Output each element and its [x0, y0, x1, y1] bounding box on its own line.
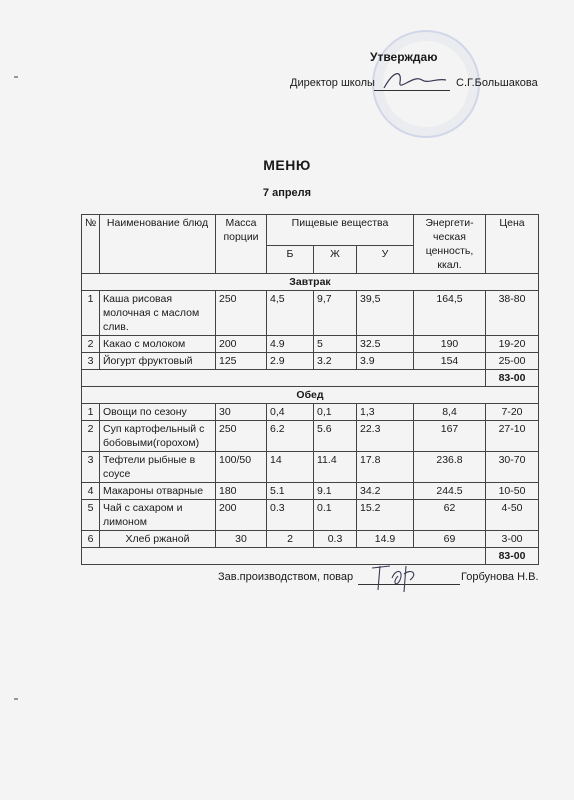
dish-u: 17.8 [357, 452, 414, 483]
dish-energy: 167 [414, 421, 486, 452]
section-lunch-title: Обед [82, 387, 539, 404]
dish-mass: 30 [216, 531, 267, 548]
dish-price: 27-10 [486, 421, 539, 452]
row-num: 1 [82, 291, 100, 336]
dish-u: 3.9 [357, 353, 414, 370]
director-name: С.Г.Большакова [456, 77, 538, 89]
col-mass-header: Масса порции [216, 215, 267, 274]
dish-zh: 11.4 [314, 452, 357, 483]
dish-mass: 180 [216, 483, 267, 500]
table-row [82, 500, 539, 531]
dish-zh: 3.2 [314, 353, 357, 370]
dish-mass: 200 [216, 500, 267, 531]
menu-date: 7 апреля [262, 187, 312, 199]
dish-energy: 190 [414, 336, 486, 353]
footer-name: Горбунова Н.В. [461, 571, 539, 583]
footer-label: Зав.производством, повар [218, 571, 354, 583]
dish-name: Каша рисовая молочная с маслом слив. [100, 291, 216, 336]
dish-mass: 125 [216, 353, 267, 370]
dish-u: 15.2 [357, 500, 414, 531]
director-label: Директор школы [290, 77, 375, 89]
row-num: 3 [82, 452, 100, 483]
row-num: 2 [82, 336, 100, 353]
table-row [82, 291, 539, 336]
dish-u: 39,5 [357, 291, 414, 336]
breakfast-total: 83-00 [486, 370, 539, 387]
section-row [82, 387, 539, 404]
dish-u: 1,3 [357, 404, 414, 421]
dish-b: 4,5 [267, 291, 314, 336]
dish-name: Хлеб ржаной [100, 531, 216, 548]
scan-mark [14, 698, 18, 700]
dish-mass: 30 [216, 404, 267, 421]
dish-b: 2 [267, 531, 314, 548]
dish-b: 0.3 [267, 500, 314, 531]
dish-name: Суп картофельный с бобовыми(горохом) [100, 421, 216, 452]
col-nutrients-header: Пищевые вещества [267, 215, 414, 246]
dish-mass: 250 [216, 421, 267, 452]
dish-zh: 0,1 [314, 404, 357, 421]
dish-price: 19-20 [486, 336, 539, 353]
row-num: 4 [82, 483, 100, 500]
dish-b: 5.1 [267, 483, 314, 500]
lunch-total: 83-00 [486, 548, 539, 565]
director-signature [380, 66, 450, 94]
dish-price: 3-00 [486, 531, 539, 548]
row-num: 5 [82, 500, 100, 531]
dish-zh: 9.1 [314, 483, 357, 500]
table-header-row [82, 215, 539, 246]
dish-b: 14 [267, 452, 314, 483]
total-row [82, 548, 539, 565]
dish-zh: 5 [314, 336, 357, 353]
dish-name: Овощи по сезону [100, 404, 216, 421]
col-u-header: У [357, 246, 414, 274]
dish-name: Макароны отварные [100, 483, 216, 500]
dish-zh: 5.6 [314, 421, 357, 452]
total-row [82, 370, 539, 387]
dish-price: 30-70 [486, 452, 539, 483]
dish-energy: 69 [414, 531, 486, 548]
row-num: 3 [82, 353, 100, 370]
col-price-header: Цена [486, 215, 539, 274]
row-num: 6 [82, 531, 100, 548]
table-row [82, 336, 539, 353]
dish-name: Чай с сахаром и лимоном [100, 500, 216, 531]
dish-energy: 8,4 [414, 404, 486, 421]
menu-table [81, 214, 539, 565]
table-row [82, 452, 539, 483]
dish-name: Какао с молоком [100, 336, 216, 353]
dish-mass: 100/50 [216, 452, 267, 483]
dish-b: 4.9 [267, 336, 314, 353]
table-row [82, 353, 539, 370]
dish-zh: 0.1 [314, 500, 357, 531]
approval-heading: Утверждаю [370, 50, 438, 64]
col-b-header: Б [267, 246, 314, 274]
dish-name: Тефтели рыбные в соусе [100, 452, 216, 483]
section-row [82, 274, 539, 291]
dish-b: 0,4 [267, 404, 314, 421]
row-num: 2 [82, 421, 100, 452]
dish-u: 14.9 [357, 531, 414, 548]
dish-u: 34.2 [357, 483, 414, 500]
cook-signature [366, 558, 426, 598]
dish-price: 7-20 [486, 404, 539, 421]
dish-u: 22.3 [357, 421, 414, 452]
col-zh-header: Ж [314, 246, 357, 274]
page-title: МЕНЮ [263, 157, 311, 173]
dish-price: 25-00 [486, 353, 539, 370]
dish-energy: 164,5 [414, 291, 486, 336]
dish-mass: 200 [216, 336, 267, 353]
table-row [82, 404, 539, 421]
table-row [82, 421, 539, 452]
dish-mass: 250 [216, 291, 267, 336]
col-name-header: Наименование блюд [100, 215, 216, 274]
dish-zh: 9,7 [314, 291, 357, 336]
col-energy-header: Энергети-ческая ценность, ккал. [414, 215, 486, 274]
dish-price: 38-80 [486, 291, 539, 336]
dish-price: 4-50 [486, 500, 539, 531]
dish-energy: 62 [414, 500, 486, 531]
dish-b: 2.9 [267, 353, 314, 370]
dish-price: 10-50 [486, 483, 539, 500]
dish-zh: 0.3 [314, 531, 357, 548]
table-row [82, 483, 539, 500]
section-breakfast-title: Завтрак [82, 274, 539, 291]
table-row [82, 531, 539, 548]
scan-mark [14, 76, 18, 78]
dish-name: Йогурт фруктовый [100, 353, 216, 370]
dish-u: 32.5 [357, 336, 414, 353]
dish-b: 6.2 [267, 421, 314, 452]
dish-energy: 244.5 [414, 483, 486, 500]
dish-energy: 236.8 [414, 452, 486, 483]
dish-energy: 154 [414, 353, 486, 370]
col-num-header: № [82, 215, 100, 274]
row-num: 1 [82, 404, 100, 421]
